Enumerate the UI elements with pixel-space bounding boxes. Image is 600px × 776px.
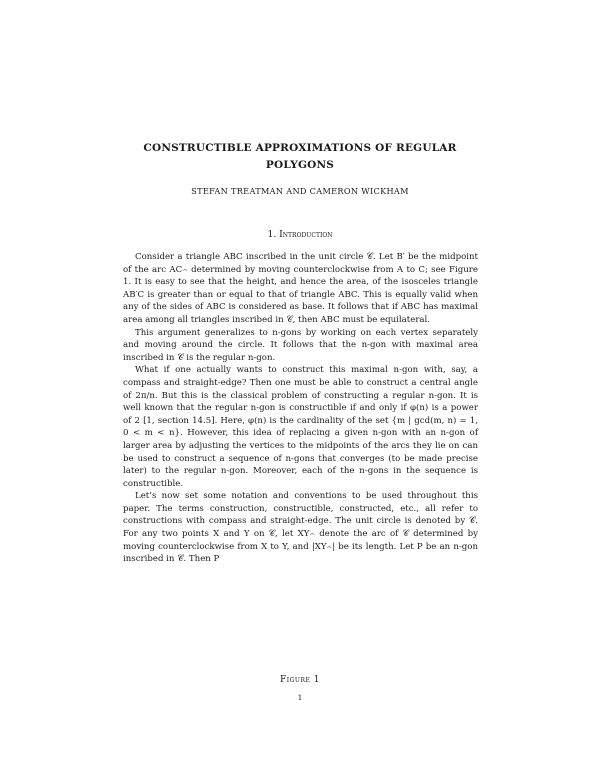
paragraph-1: Consider a triangle ABC inscribed in the unit circle 𝒞. Let B′ be the midpoint of the arc AC⌢ determined by moving counterclockwise from A to C; see Figure 1. It is easy to see that the height, and hence the area, of the isosceles triangle AB′C is greater than or equal to that of triangle ABC. This is equally valid when any of the sides of ABC is considered as base. It follows that if ABC has maximal area among all triangles inscribed in 𝒞, then ABC must be equilateral. [123, 252, 478, 325]
figure-caption: Figure 1 [280, 675, 320, 685]
author-list: STEFAN TREATMAN AND CAMERON WICKHAM [191, 186, 409, 196]
paper-title [120, 140, 480, 174]
section-heading: 1. Introduction [267, 229, 333, 240]
title-line-2: POLYGONS [265, 159, 335, 171]
title-line-1: CONSTRUCTIBLE APPROXIMATIONS OF REGULAR [143, 142, 457, 154]
page-number: 1 [297, 693, 303, 702]
paragraph-4: Let’s now set some notation and conventions to be used throughout this paper. The terms construction, constructible, constructed, etc., all refer to constructions with compass and straight-edge. The unit circle is denoted by 𝒞. For any two points X and Y on 𝒞, let XY⌢ denote the arc of 𝒞 determined by moving counterclockwise from X to Y, and |XY⌢| be its length. Let P be an n-gon inscribed in 𝒞. Then P [123, 491, 478, 565]
paragraph-2: This argument generalizes to n-gons by working on each vertex separately and moving around the circle. It follows that the n-gon with maximal area inscribed in 𝒞 is the regular n-gon. [123, 327, 478, 363]
paragraph-3: What if one actually wants to construct this maximal n-gon with, say, a compass and straight-edge? Then one must be able to construct a central angle of 2π/n. But this is the classical problem of constructing a regular n-gon. It is well known that the regular n-gon is constructible if and only if φ(n) is a power of 2 [1, section 14.5]. Here, φ(n) is the cardinality of the set {m | gcd(m, n) = 1, 0 < m < n}. However, this idea of replacing a given n-gon with an n-gon of larger area by adjusting the vertices to the midpoints of the arcs they lie on can be used to construct a sequence of n-gons that converges (to be made precise later) to the regular n-gon. Moreover, each of the n-gons in the sequence is constructible. [123, 365, 478, 489]
body-text [123, 251, 478, 566]
